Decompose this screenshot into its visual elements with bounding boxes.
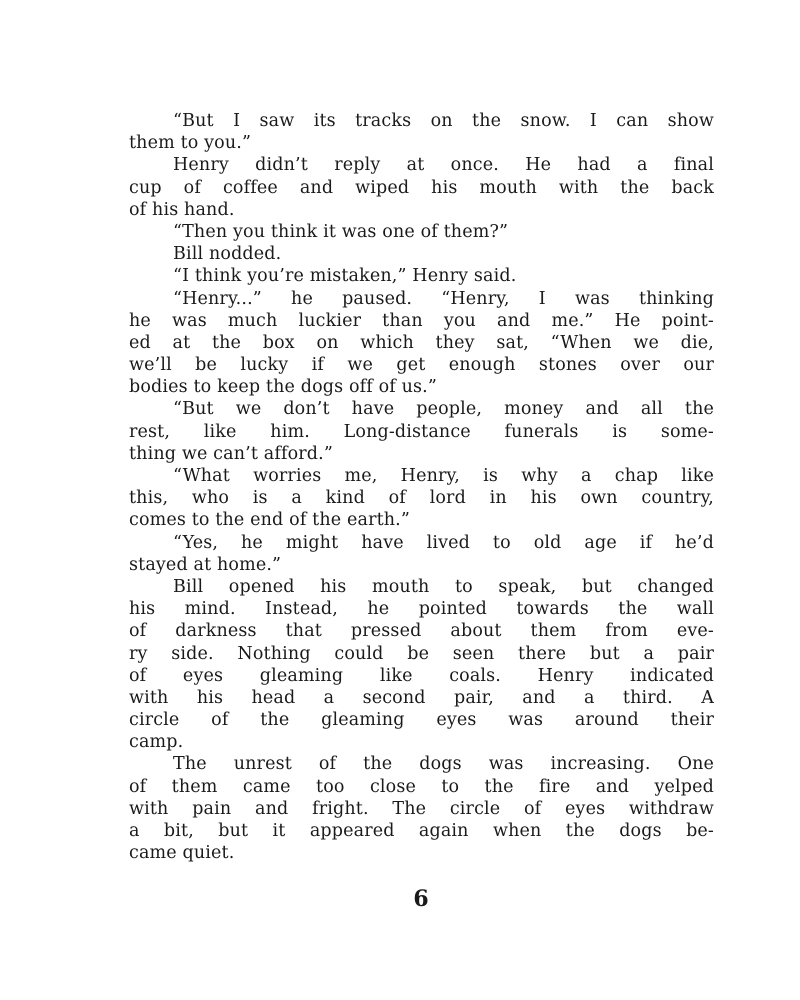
text-line: came quiet. bbox=[129, 843, 235, 864]
paragraph bbox=[129, 243, 714, 265]
text-line: with pain and fright. The circle of eyes withdraw bbox=[129, 798, 714, 819]
text-line: “But I saw its tracks on the snow. I can show bbox=[173, 111, 714, 131]
paragraph bbox=[129, 288, 714, 399]
paragraph bbox=[129, 465, 714, 532]
text-line: this, who is a kind of lord in his own country, bbox=[129, 488, 714, 509]
text-line: “What worries me, Henry, is why a chap like bbox=[173, 466, 714, 486]
text-line: a bit, but it appeared again when the dogs be- bbox=[129, 821, 714, 841]
text-line: “Yes, he might have lived to old age if he’d bbox=[173, 532, 714, 553]
text-line: them to you.” bbox=[129, 133, 252, 154]
page-text bbox=[129, 110, 714, 864]
paragraph bbox=[129, 154, 714, 221]
text-line: of eyes gleaming like coals. Henry indicated bbox=[129, 665, 714, 686]
text-line: stayed at home.” bbox=[129, 554, 282, 575]
text-line: cup of coffee and wiped his mouth with the back bbox=[129, 177, 714, 198]
paragraph bbox=[129, 532, 714, 576]
text-line: “I think you’re mistaken,” Henry said. bbox=[173, 266, 517, 287]
text-line: bodies to keep the dogs off of us.” bbox=[129, 377, 437, 398]
paragraph bbox=[129, 110, 714, 154]
paragraph bbox=[129, 221, 714, 243]
text-line: Henry didn’t reply at once. He had a final bbox=[173, 155, 714, 176]
paragraph bbox=[129, 576, 714, 754]
text-line: with his head a second pair, and a third. A bbox=[129, 687, 714, 708]
text-line: ry side. Nothing could be seen there but a pair bbox=[129, 643, 714, 664]
text-line: we’ll be lucky if we get enough stones over our bbox=[129, 355, 714, 376]
text-line: The unrest of the dogs was increasing. One bbox=[173, 754, 714, 775]
text-line: circle of the gleaming eyes was around their bbox=[129, 710, 714, 731]
text-line: ed at the box on which they sat, “When we die, bbox=[129, 332, 714, 353]
text-line: Bill nodded. bbox=[173, 244, 282, 265]
text-line: comes to the end of the earth.” bbox=[129, 510, 410, 531]
text-line: “Then you think it was one of them?” bbox=[173, 221, 509, 242]
text-line: thing we can’t afford.” bbox=[129, 443, 333, 464]
text-line: his mind. Instead, he pointed towards the wall bbox=[129, 599, 714, 620]
text-line: rest, like him. Long-distance funerals is some- bbox=[129, 421, 714, 442]
text-line: of them came too close to the fire and yelped bbox=[129, 776, 714, 797]
paragraph bbox=[129, 753, 714, 864]
text-line: of his hand. bbox=[129, 199, 235, 220]
text-line: he was much luckier than you and me.” He point- bbox=[129, 310, 714, 331]
text-line: “Henry...” he paused. “Henry, I was thinking bbox=[173, 288, 714, 309]
text-line: “But we don’t have people, money and all the bbox=[173, 399, 714, 420]
page-number: 6 bbox=[413, 886, 429, 912]
text-line: Bill opened his mouth to speak, but changed bbox=[173, 576, 714, 597]
text-line: of darkness that pressed about them from eve- bbox=[129, 621, 714, 642]
paragraph bbox=[129, 265, 714, 287]
paragraph bbox=[129, 398, 714, 465]
text-line: camp. bbox=[129, 732, 184, 753]
